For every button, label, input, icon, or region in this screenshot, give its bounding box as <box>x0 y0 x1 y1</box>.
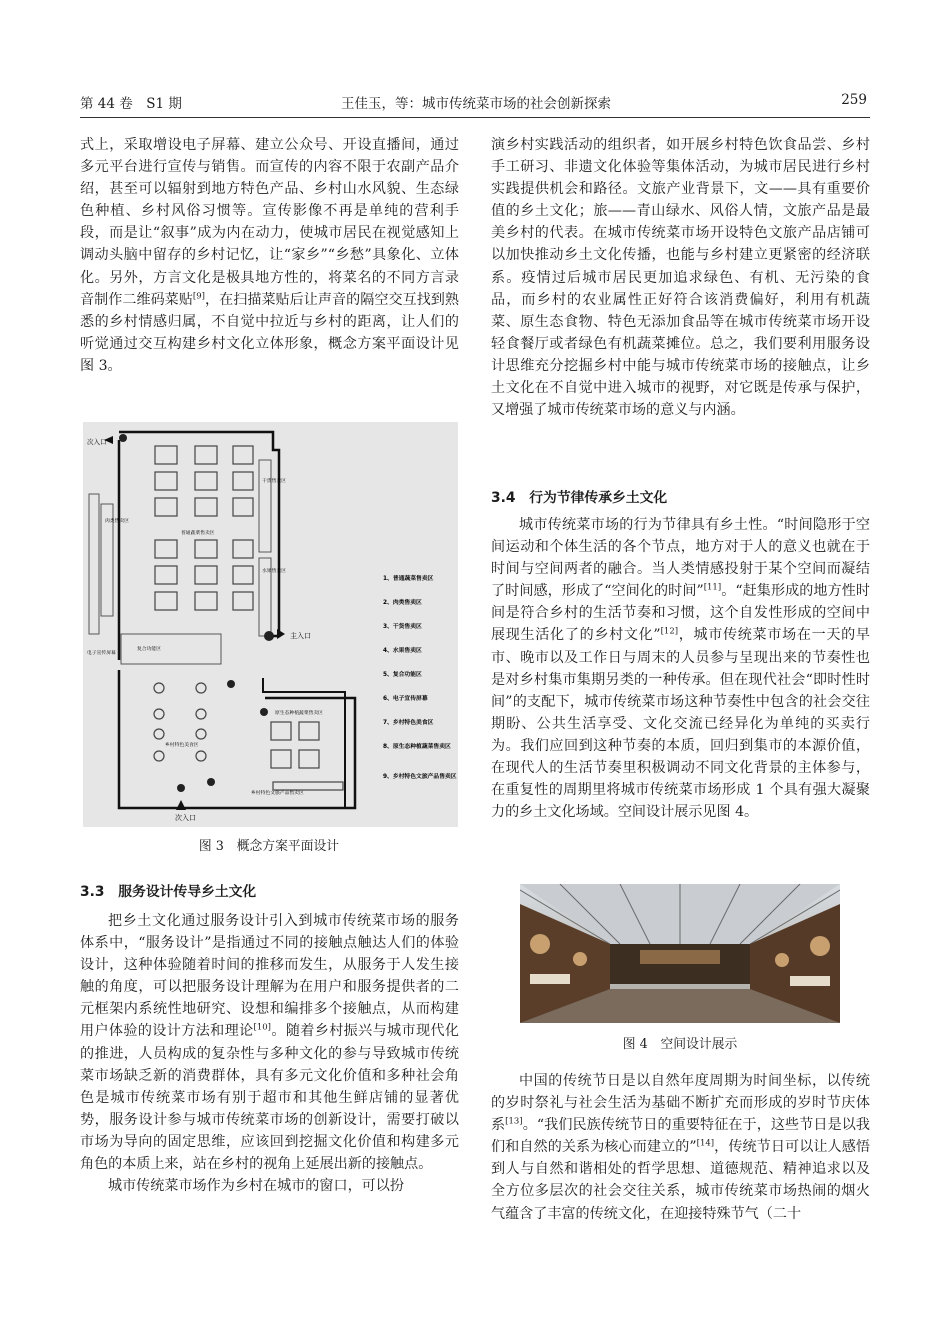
paragraph: 中国的传统节日是以自然年度周期为时间坐标，以传统的岁时祭礼与社会生活为基础不断扩充而形成的岁时节庆体系[13]。“我们民族传统节日的重要特征在于，这些节日是以我们和自然的关系为核心而建立的”[14]，传统节日可以让人感悟到人与自然和谐相处的哲学思想、道德规范、精神追求以及全方位多层次的社会交往关系，城市传统菜市场热闹的烟火气蕴含了丰富的传统文化，在迎接特殊节气（二十 <box>491 1073 871 1222</box>
right-column-middle <box>491 514 870 823</box>
zone-4-label: 水果售卖区 <box>262 569 286 574</box>
paragraph: 城市传统菜市场的行为节律具有乡土性。“时间隐形于空间运动和个体生活的各个节点，地方对于人的意义也就在于时间与空间两者的融合。当人类情感投射于某个空间而凝结了时间感，形成了“空间化的时间”[11]。“赶集形成的地方性时间是符合乡村的生活节奏和习惯，这个自发性形成的空间中展现生活化了的乡村文化”[12]，城市传统菜市场在一天的早市、晚市以及工作日与周末的人员参与呈现出来的节奏性也是对乡村集市集期另类的一种传承。但在现代社会“即时性时间”的支配下，城市传统菜市场这种节奏性中包含的社会交往期盼、公共生活享受、文化交流已经异化为单纯的买卖行为。我们应回到这种节奏的本质，回归到集市的本源价值，在现代人的生活节奏里积极调动不同文化背景的主体参与，在重复性的周期里将城市传统菜市场形成 1 个具有强大凝聚力的乡土文化场域。空间设计展示见图 4。 <box>491 517 870 821</box>
right-column-bottom <box>491 1070 870 1225</box>
header-rule <box>80 117 870 118</box>
right-column-top <box>491 134 870 421</box>
figure-3-floor-plan <box>83 422 458 827</box>
citation[interactable]: [14] <box>696 1138 715 1149</box>
running-header-title: 王佳玉，等：城市传统菜市场的社会创新探索 <box>341 96 611 112</box>
citation[interactable]: [11] <box>703 582 722 593</box>
figure-4-market-rendering <box>520 884 840 1023</box>
legend-item: 1、普通蔬菜售卖区 <box>383 576 434 582</box>
left-column-bottom <box>80 910 459 1197</box>
paragraph: 式上，采取增设电子屏幕、建立公众号、开设直播间，通过多元平台进行宣传与销售。而宣传的内容不限于农副产品介绍，甚至可以辐射到地方特色产品、乡村山水风貌、生态绿色种植、乡村风俗习惯等。宣传影像不再是单纯的营利手段，而是让“叙事”成为内在动力，使城市居民在视觉感知上调动头脑中留存的乡村记忆，让“家乡”“乡愁”具象化、立体化。另外，方言文化是极具地方性的，将菜名的不同方言录音制作二维码菜贴[9]，在扫描菜贴后让声音的隔空交互找到熟悉的乡村情感归属，不自觉中拉近与乡村的距离，让人们的听觉通过交互构建乡村文化立体形象，概念方案平面设计见图 3。 <box>80 137 460 374</box>
figure-4-caption: 图 4 空间设计展示 <box>622 1037 738 1052</box>
citation[interactable]: [10] <box>253 1022 271 1033</box>
paragraph: 演乡村实践活动的组织者，如开展乡村特色饮食品尝、乡村手工研习、非遗文化体验等集体活动，为城市居民进行乡村实践提供机会和路径。文旅产业背景下，文——具有重要价值的乡土文化；旅——青山绿水、风俗人情，文旅产品是最美乡村的代表。在城市传统菜市场开设特色文旅产品店铺可以加快推动乡土文化传播，也能与乡村建立更紧密的经济联系。疫情过后城市居民更加追求绿色、有机、无污染的食品，而乡村的农业属性正好符合该消费偏好，利用有机蔬菜、原生态食物、特色无添加食品等在城市传统菜市场开设轻食餐厅或者绿色有机蔬菜摊位。总之，我们要利用服务设计思维充分挖掘乡村中能与城市传统菜市场的接触点，让乡土文化在不自觉中进入城市的视野，对它既是传承与保护，又增强了城市传统菜市场的意义与内涵。 <box>491 137 870 419</box>
left-column-top <box>80 134 459 377</box>
zone-2-label: 肉类售卖区 <box>105 519 129 524</box>
paragraph: 把乡土文化通过服务设计引入到城市传统菜市场的服务体系中，“服务设计”是指通过不同的接触点触达人们的体验设计，这种体验随着时间的推移而发生，从服务于人发生接触的角度，可以把服务设计理解为在用户和服务提供者的二元框架内系统性地研究、设想和编排多个接触点，从而构建用户体验的设计方法和理论[10]。随着乡村振兴与城市现代化的推进，人员构成的复杂性与多种文化的参与导致城市传统菜市场缺乏新的消费群体，具有多元文化价值和多种社会角色是城市传统菜市场有别于超市和其他生鲜店铺的显著优势，服务设计参与城市传统菜市场的创新设计，需要打破以市场为导向的固定思维，应该回到挖掘文化价值和构建多元角色的本质上来，站在乡村的视角上延展出新的接触点。 <box>80 913 460 1173</box>
legend-item: 4、水果售卖区 <box>383 648 422 654</box>
legend-item: 5、复合功能区 <box>383 672 422 678</box>
citation[interactable]: [9] <box>192 290 205 301</box>
zone-9-label: 乡村特色文旅产品售卖区 <box>251 791 304 796</box>
legend-item: 9、乡村特色文旅产品售卖区 <box>383 774 457 780</box>
label-main-entrance: 主入口 <box>290 632 311 640</box>
zone-3-label: 干货售卖区 <box>262 479 286 484</box>
legend-item: 3、干货售卖区 <box>383 624 422 630</box>
legend-item: 2、肉类售卖区 <box>383 600 422 606</box>
page-number: 259 <box>841 92 867 108</box>
section-heading-3-4: 3.4 行为节律传承乡土文化 <box>491 490 668 506</box>
zone-6-label: 电子宣传屏幕 <box>87 651 116 656</box>
citation[interactable]: [12] <box>660 626 679 637</box>
zone-8-label: 原生态种植蔬菜售卖区 <box>275 711 323 716</box>
running-header-volume: 第 44 卷 S1 期 <box>80 96 182 112</box>
label-bottom-entrance: 次入口 <box>175 814 196 822</box>
label-side-entrance: 次入口 <box>87 438 107 446</box>
legend-item: 7、乡村特色美食区 <box>383 720 434 726</box>
zone-5-label: 复合功能区 <box>137 647 161 652</box>
legend-item: 6、电子宣传屏幕 <box>383 696 428 702</box>
paragraph: 城市传统菜市场作为乡村在城市的窗口，可以扮 <box>108 1178 404 1195</box>
section-heading-3-3: 3.3 服务设计传导乡土文化 <box>80 884 257 900</box>
figure-3-caption: 图 3 概念方案平面设计 <box>198 839 340 854</box>
citation[interactable]: [13] <box>505 1116 523 1127</box>
zone-1-label: 普通蔬菜售卖区 <box>181 531 215 536</box>
legend-item: 8、原生态种植蔬菜售卖区 <box>383 744 451 750</box>
zone-7-label: 乡村特色美食区 <box>165 743 199 748</box>
